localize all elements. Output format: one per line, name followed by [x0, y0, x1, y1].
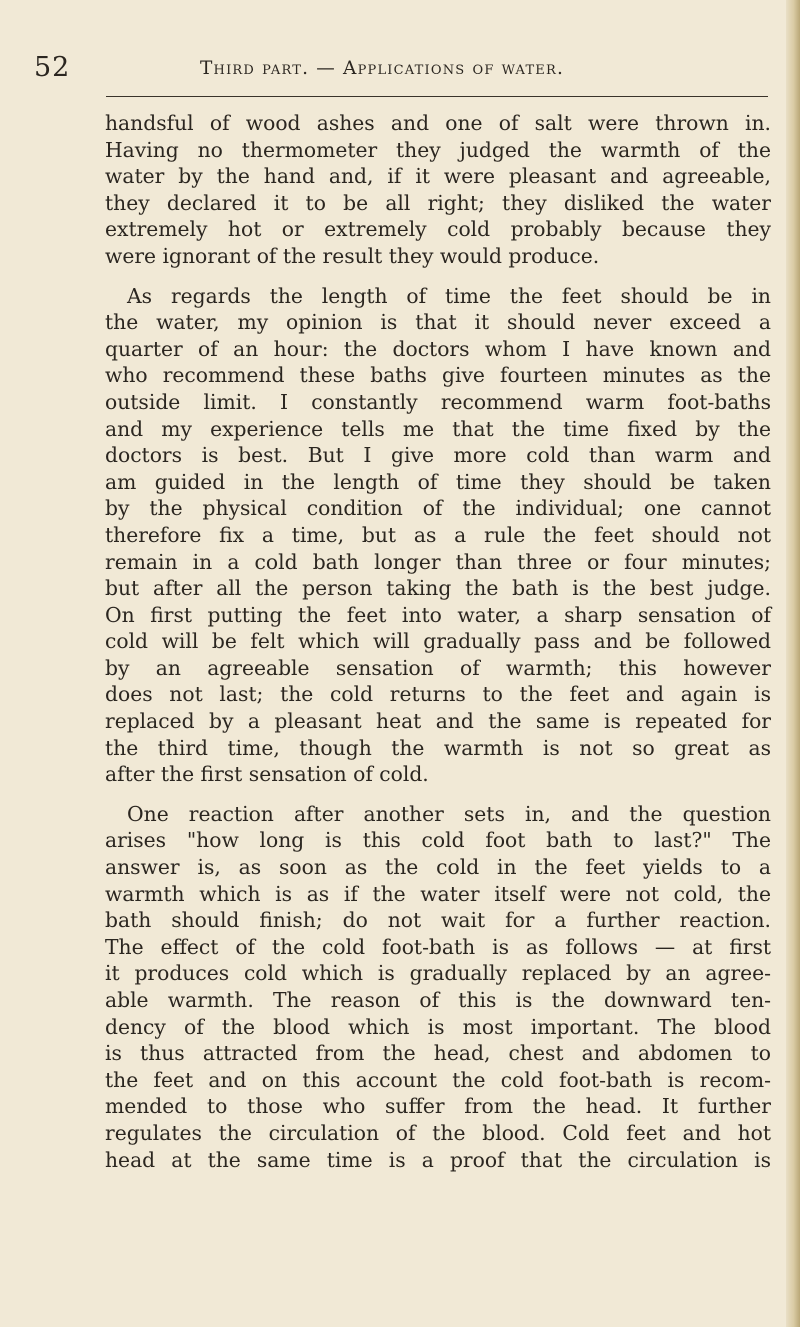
text-line: therefore fix a time, but as a rule the feet should not: [105, 522, 771, 547]
text-line: it produces cold which is gradually replaced by an agree-: [105, 961, 771, 986]
text-line: by the physical condition of the individual; one cannot: [105, 496, 771, 521]
text-line: One reaction after another sets in, and the question: [127, 801, 771, 826]
text-line: the water, my opinion is that it should never exceed a: [105, 310, 771, 335]
paragraph-spacer: [105, 270, 771, 283]
text-line: were ignorant of the result they would produce.: [105, 243, 600, 268]
text-line: On first putting the feet into water, a sharp sensation of: [105, 602, 771, 627]
text-line: As regards the length of time the feet should be in: [127, 283, 771, 308]
page-header: [34, 52, 780, 90]
text-line: quarter of an hour: the doctors whom I have known and: [105, 336, 771, 361]
text-line: does not last; the cold returns to the feet and again is: [105, 682, 771, 707]
text-line: by an agreeable sensation of warmth; this however: [105, 655, 771, 680]
text-line: am guided in the length of time they should be taken: [105, 469, 771, 494]
text-line: is thus attracted from the head, chest and abdomen to: [105, 1041, 771, 1066]
text-line: after the first sensation of cold.: [105, 762, 429, 787]
text-line: outside limit. I constantly recommend warm foot-baths: [105, 389, 771, 414]
header-rule: [106, 96, 768, 97]
text-line: bath should finish; do not wait for a further reaction.: [105, 908, 771, 933]
text-line: doctors is best. But I give more cold than warm and: [105, 443, 771, 468]
text-line: The effect of the cold foot-bath is as follows — at first: [105, 934, 771, 959]
text-line: handsful of wood ashes and one of salt were thrown in.: [105, 111, 771, 135]
text-line: warmth which is as if the water itself were not cold, the: [105, 881, 771, 906]
text-line: remain in a cold bath longer than three or four minutes;: [105, 549, 771, 574]
text-line: head at the same time is a proof that the circulation is: [105, 1147, 771, 1172]
page-number: 52: [34, 52, 71, 83]
paragraph-spacer: [105, 788, 771, 801]
text-line: who recommend these baths give fourteen minutes as the: [105, 363, 771, 388]
text-line: answer is, as soon as the cold in the feet yields to a: [105, 855, 771, 880]
running-head: Third part. — Applications of water.: [200, 58, 565, 79]
paragraph-2: [105, 283, 771, 788]
text-line: they declared it to be all right; they disliked the water: [105, 190, 771, 215]
body-text: [105, 110, 771, 1173]
text-line: cold will be felt which will gradually pass and be followed: [105, 629, 771, 654]
text-line: mended to those who suffer from the head. It further: [105, 1094, 771, 1119]
text-line: the third time, though the warmth is not so great as: [105, 735, 771, 760]
text-line: but after all the person taking the bath is the best judge.: [105, 576, 771, 601]
page-edge-shadow: [786, 0, 800, 1327]
text-line: water by the hand and, if it were pleasant and agreeable,: [105, 164, 771, 189]
text-line: regulates the circulation of the blood. Cold feet and hot: [105, 1120, 771, 1145]
text-line: able warmth. The reason of this is the downward ten-: [105, 988, 771, 1012]
text-line: arises "how long is this cold foot bath to last?" The: [105, 828, 771, 853]
text-line: and my experience tells me that the time fixed by the: [105, 416, 771, 441]
text-line: dency of the blood which is most important. The blood: [105, 1014, 771, 1039]
text-line: replaced by a pleasant heat and the same is repeated for: [105, 709, 771, 734]
text-line: Having no thermometer they judged the warmth of the: [105, 137, 771, 162]
paragraph-1: [105, 110, 771, 270]
text-line: the feet and on this account the cold foot-bath is recom-: [105, 1067, 771, 1092]
text-line: extremely hot or extremely cold probably because they: [105, 217, 771, 242]
paragraph-3: [105, 801, 771, 1173]
